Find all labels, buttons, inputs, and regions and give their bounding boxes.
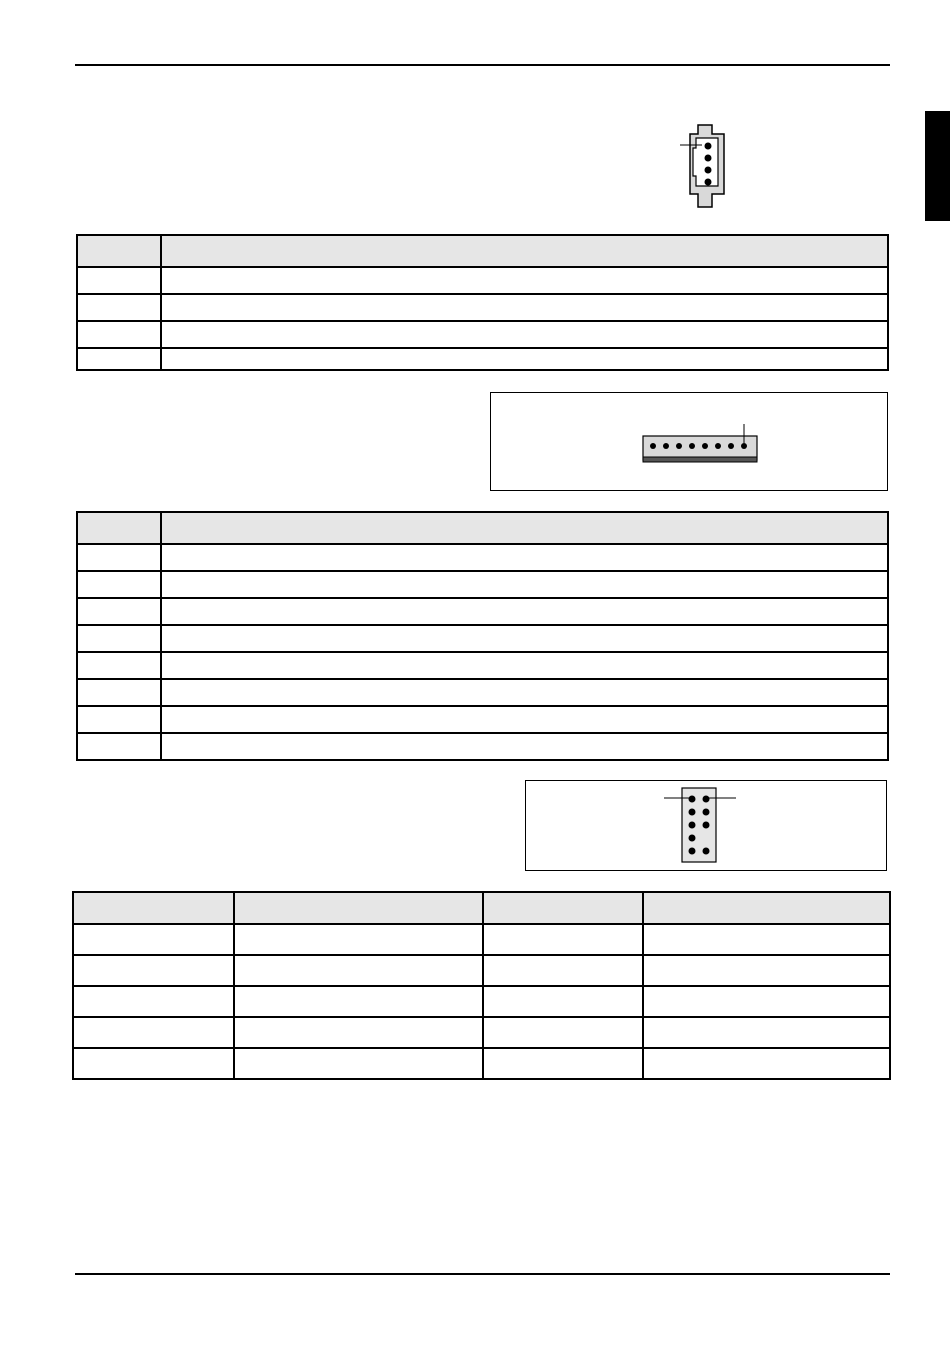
table-cell	[73, 924, 234, 955]
table-cell	[643, 924, 890, 955]
table-header-row	[77, 512, 888, 544]
table-row	[73, 955, 890, 986]
column-header	[73, 892, 234, 924]
column-header	[77, 235, 161, 267]
header-rule	[75, 64, 890, 66]
table-cell	[234, 1048, 483, 1079]
table-cell	[161, 348, 888, 370]
table-row	[77, 706, 888, 733]
table-cell	[77, 679, 161, 706]
table-cell	[483, 924, 643, 955]
table-cell	[643, 1048, 890, 1079]
table-cell	[77, 571, 161, 598]
table-cell	[77, 544, 161, 571]
chapter-thumb-tab	[925, 111, 950, 221]
table-row	[77, 544, 888, 571]
header-pin-table	[72, 891, 891, 1080]
table-header-row	[73, 892, 890, 924]
table-cell	[77, 321, 161, 348]
table-cell	[643, 1017, 890, 1048]
table-row	[77, 625, 888, 652]
table-cell	[234, 986, 483, 1017]
table-cell	[161, 598, 888, 625]
table-cell	[77, 706, 161, 733]
table-row	[77, 294, 888, 321]
column-header	[483, 892, 643, 924]
column-header	[643, 892, 890, 924]
table-cell	[77, 348, 161, 370]
table-row	[77, 267, 888, 294]
table-row	[73, 1048, 890, 1079]
column-header	[234, 892, 483, 924]
table-cell	[483, 955, 643, 986]
table-row	[73, 1017, 890, 1048]
table-cell	[161, 733, 888, 760]
table-cell	[77, 625, 161, 652]
table-row	[77, 679, 888, 706]
table-row	[77, 321, 888, 348]
table-cell	[77, 598, 161, 625]
table-cell	[161, 625, 888, 652]
table-row	[73, 924, 890, 955]
table-cell	[483, 986, 643, 1017]
column-header	[161, 512, 888, 544]
table-cell	[234, 955, 483, 986]
table-cell	[161, 652, 888, 679]
table-cell	[77, 733, 161, 760]
2x5-pin-header-icon	[662, 787, 740, 865]
table-cell	[643, 955, 890, 986]
table-cell	[73, 1017, 234, 1048]
table-row	[77, 571, 888, 598]
table-cell	[77, 267, 161, 294]
strip-pin-table	[76, 511, 889, 761]
table-cell	[161, 544, 888, 571]
column-header	[77, 512, 161, 544]
table-cell	[161, 571, 888, 598]
table-cell	[483, 1017, 643, 1048]
footer-rule	[75, 1273, 890, 1275]
table-row	[73, 986, 890, 1017]
table-cell	[73, 1048, 234, 1079]
table-cell	[643, 986, 890, 1017]
strip-connector-figure	[490, 392, 888, 491]
fan-connector-diagram	[676, 124, 736, 210]
table-cell	[77, 294, 161, 321]
fan-pin-table	[76, 234, 889, 371]
table-cell	[234, 924, 483, 955]
table-row	[77, 652, 888, 679]
table-row	[77, 598, 888, 625]
table-cell	[77, 652, 161, 679]
table-cell	[161, 321, 888, 348]
table-header-row	[77, 235, 888, 267]
pin-header-figure	[525, 780, 887, 871]
table-row	[77, 348, 888, 370]
8-pin-strip-connector-icon	[641, 421, 761, 469]
table-cell	[234, 1017, 483, 1048]
table-cell	[483, 1048, 643, 1079]
column-header	[161, 235, 888, 267]
table-row	[77, 733, 888, 760]
table-cell	[161, 294, 888, 321]
4-pin-fan-connector-icon	[676, 124, 736, 210]
table-cell	[161, 267, 888, 294]
table-cell	[73, 986, 234, 1017]
table-cell	[73, 955, 234, 986]
table-cell	[161, 679, 888, 706]
table-cell	[161, 706, 888, 733]
